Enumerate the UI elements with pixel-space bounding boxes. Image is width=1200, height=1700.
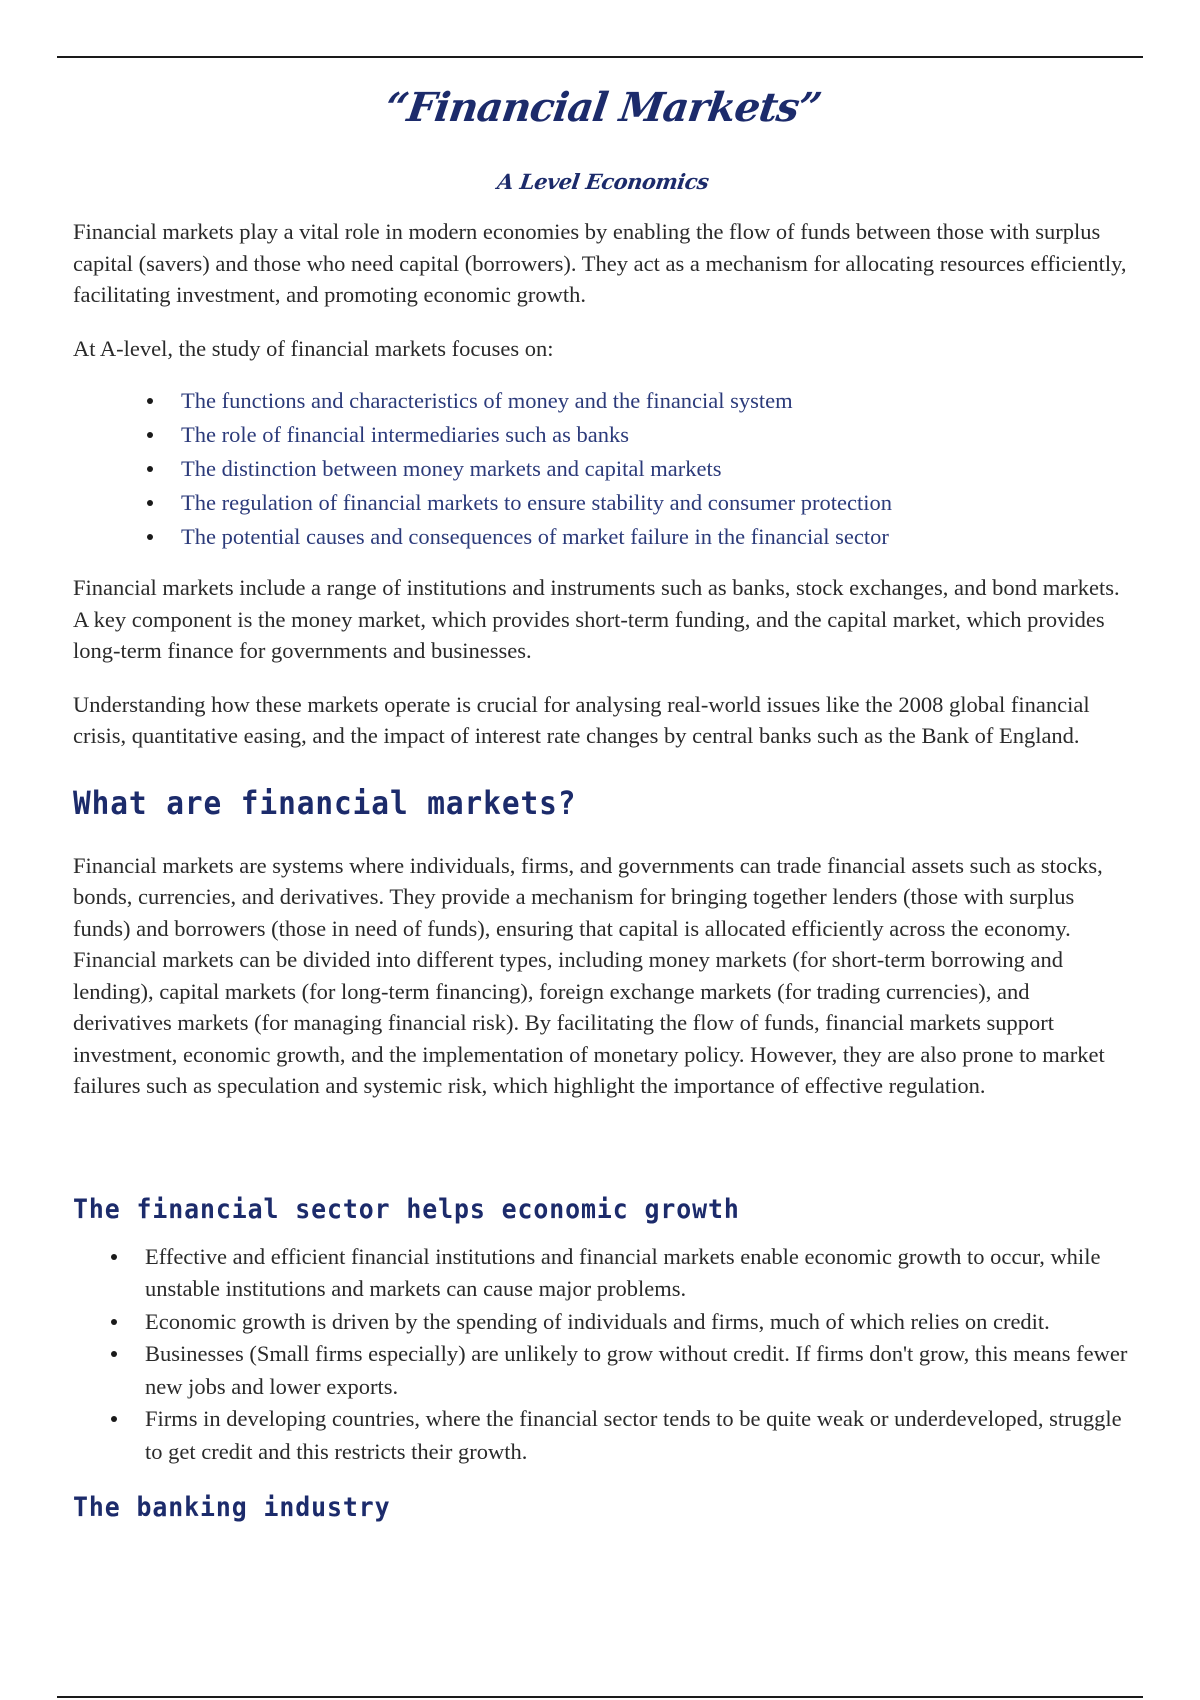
document-title: “Financial Markets” bbox=[382, 84, 824, 131]
list-item: Businesses (Small firms especially) are unlikely to grow without credit. If firms don't grow, this means fewer new jobs and lower exports. bbox=[145, 1338, 1133, 1403]
section-heading-economic-growth: The financial sector helps economic growth bbox=[73, 1193, 740, 1225]
list-item: Economic growth is driven by the spending of individuals and firms, much of which relies on credit. bbox=[145, 1306, 1133, 1339]
intro-paragraph-1: Financial markets play a vital role in modern economies by enabling the flow of funds between those with surplus capital (savers) and those who need capital (borrowers). They act as a mechanism for allocating resources efficiently, facilitating investment, and promoting economic growth. bbox=[73, 219, 1127, 307]
bottom-rule bbox=[57, 1696, 1143, 1698]
list-item: Firms in developing countries, where the financial sector tends to be quite weak or underdeveloped, struggle to get credit and this restricts their growth. bbox=[145, 1403, 1133, 1468]
section-heading-banking-industry: The banking industry bbox=[73, 1492, 391, 1523]
list-item: The distinction between money markets and capital markets bbox=[181, 452, 1133, 486]
paragraph-definition: Financial markets are systems where individuals, firms, and governments can trade financial assets such as stocks, bonds, currencies, and derivatives. They provide a mechanism for bringing together lenders (those with surplus funds) and borrowers (those in need of funds), ensuring that capital is allocated efficiently across the economy. Financial markets can be divided into different types, including money markets (for short-term borrowing and lending), capital markets (for long-term financing), foreign exchange markets (for trading currencies), and derivatives markets (for managing financial risk). By facilitating the flow of funds, financial markets support investment, economic growth, and the implementation of monetary policy. However, they are also prone to market failures such as speculation and systemic risk, which highlight the importance of effective regulation. bbox=[73, 852, 1105, 1098]
section-heading-what-are-financial-markets: What are financial markets? bbox=[73, 783, 577, 822]
paragraph-institutions: Financial markets include a range of institutions and instruments such as banks, stock exchanges, and bond markets. A key component is the money market, which provides short-term funding, and the capital market, which provides long-term finance for governments and businesses. bbox=[73, 575, 1120, 663]
growth-list bbox=[73, 1241, 1133, 1469]
list-item: Effective and efficient financial institutions and financial markets enable economic growth to occur, while unstable institutions and markets can cause major problems. bbox=[145, 1241, 1133, 1306]
list-item: The regulation of financial markets to ensure stability and consumer protection bbox=[181, 486, 1133, 520]
document-body bbox=[73, 70, 1133, 1523]
list-item: The functions and characteristics of money and the financial system bbox=[181, 384, 1133, 418]
focus-list bbox=[73, 384, 1133, 554]
list-item: The role of financial intermediaries such as banks bbox=[181, 418, 1133, 452]
paragraph-understanding: Understanding how these markets operate is crucial for analysing real-world issues like the 2008 global financial crisis, quantitative easing, and the impact of interest rate changes by central banks such as the Bank of England. bbox=[73, 691, 1090, 748]
top-rule bbox=[57, 56, 1143, 58]
document-subtitle: A Level Economics bbox=[495, 169, 711, 194]
intro-paragraph-2: At A-level, the study of financial markets focuses on: bbox=[73, 335, 554, 361]
list-item: The potential causes and consequences of market failure in the financial sector bbox=[181, 520, 1133, 554]
